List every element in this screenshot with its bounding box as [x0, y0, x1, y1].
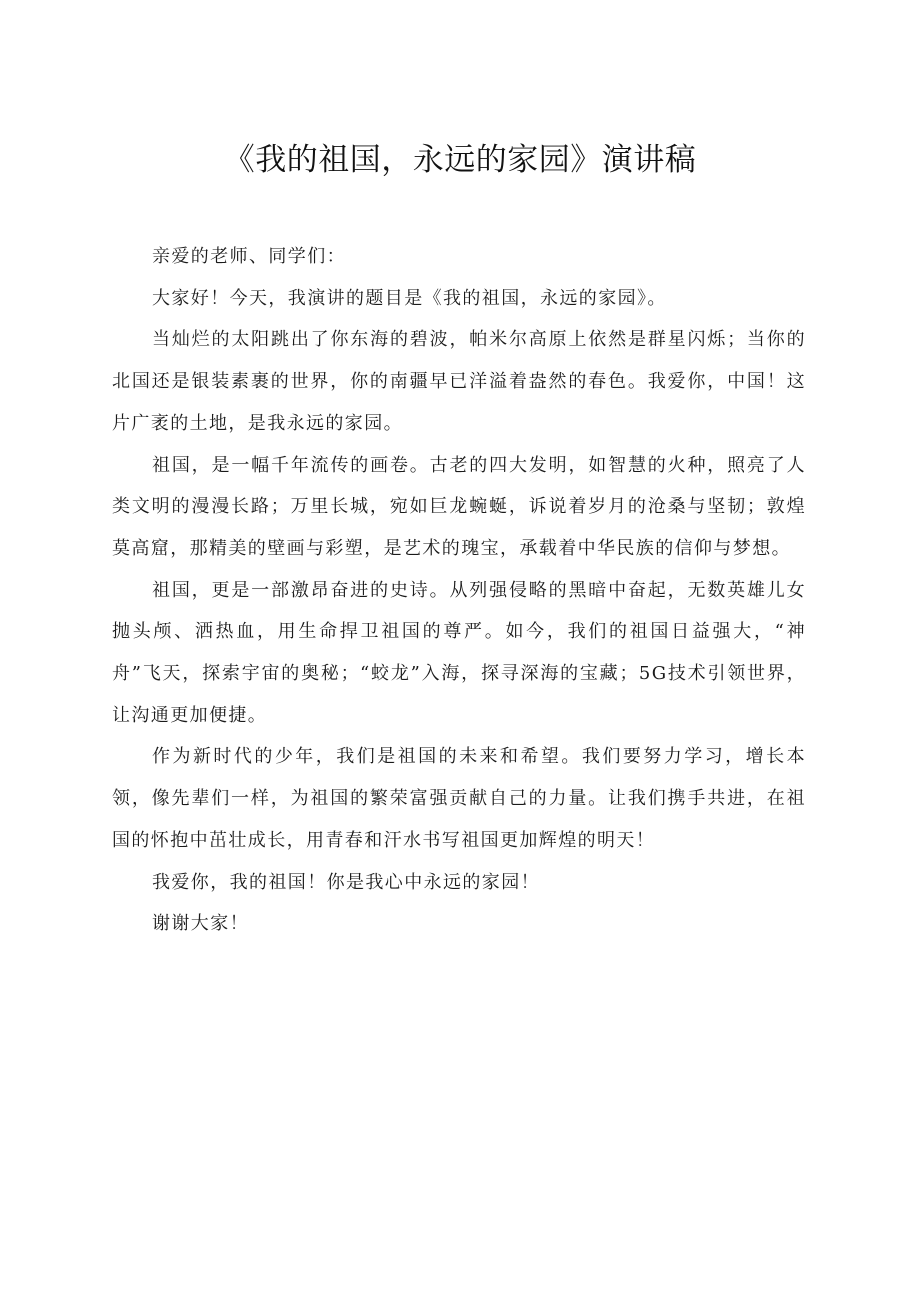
greeting-paragraph: 大家好！今天，我演讲的题目是《我的祖国，永远的家园》。 — [152, 287, 667, 309]
body-paragraph: 祖国，更是一部激昂奋进的史诗。从列强侵略的黑暗中奋起，无数英雄儿女抛头颅、洒热血，用生命捍卫祖国的尊严。如今，我们的祖国日益强大，“神舟”飞天，探索宇宙的奥秘；“蛟龙”入海，探寻深海的宝藏；5G技术引领世界，让沟通更加便捷。 — [112, 579, 806, 726]
closing-paragraph: 我爱你，我的祖国！你是我心中永远的家园！ — [152, 871, 540, 893]
document-title: 《我的祖国，永远的家园》演讲稿 — [223, 142, 697, 178]
document-body — [112, 236, 806, 945]
thanks-paragraph: 谢谢大家！ — [152, 913, 249, 935]
salutation-paragraph: 亲爱的老师、同学们： — [152, 246, 346, 267]
body-paragraph: 祖国，是一幅千年流传的画卷。古老的四大发明，如智慧的火种，照亮了人类文明的漫漫长路；万里长城，宛如巨龙蜿蜒，诉说着岁月的沧桑与坚韧；敦煌莫高窟，那精美的壁画与彩塑，是艺术的瑰宝，承载着中华民族的信仰与梦想。 — [112, 454, 806, 559]
body-paragraph: 作为新时代的少年，我们是祖国的未来和希望。我们要努力学习，增长本领，像先辈们一样，为祖国的繁荣富强贡献自己的力量。让我们携手共进，在祖国的怀抱中茁壮成长，用青春和汗水书写祖国更加辉煌的明天！ — [112, 746, 806, 851]
body-paragraph: 当灿烂的太阳跳出了你东海的碧波，帕米尔高原上依然是群星闪烁；当你的北国还是银装素裹的世界，你的南疆早已洋溢着盎然的春色。我爱你，中国！这片广袤的土地，是我永远的家园。 — [112, 329, 806, 434]
